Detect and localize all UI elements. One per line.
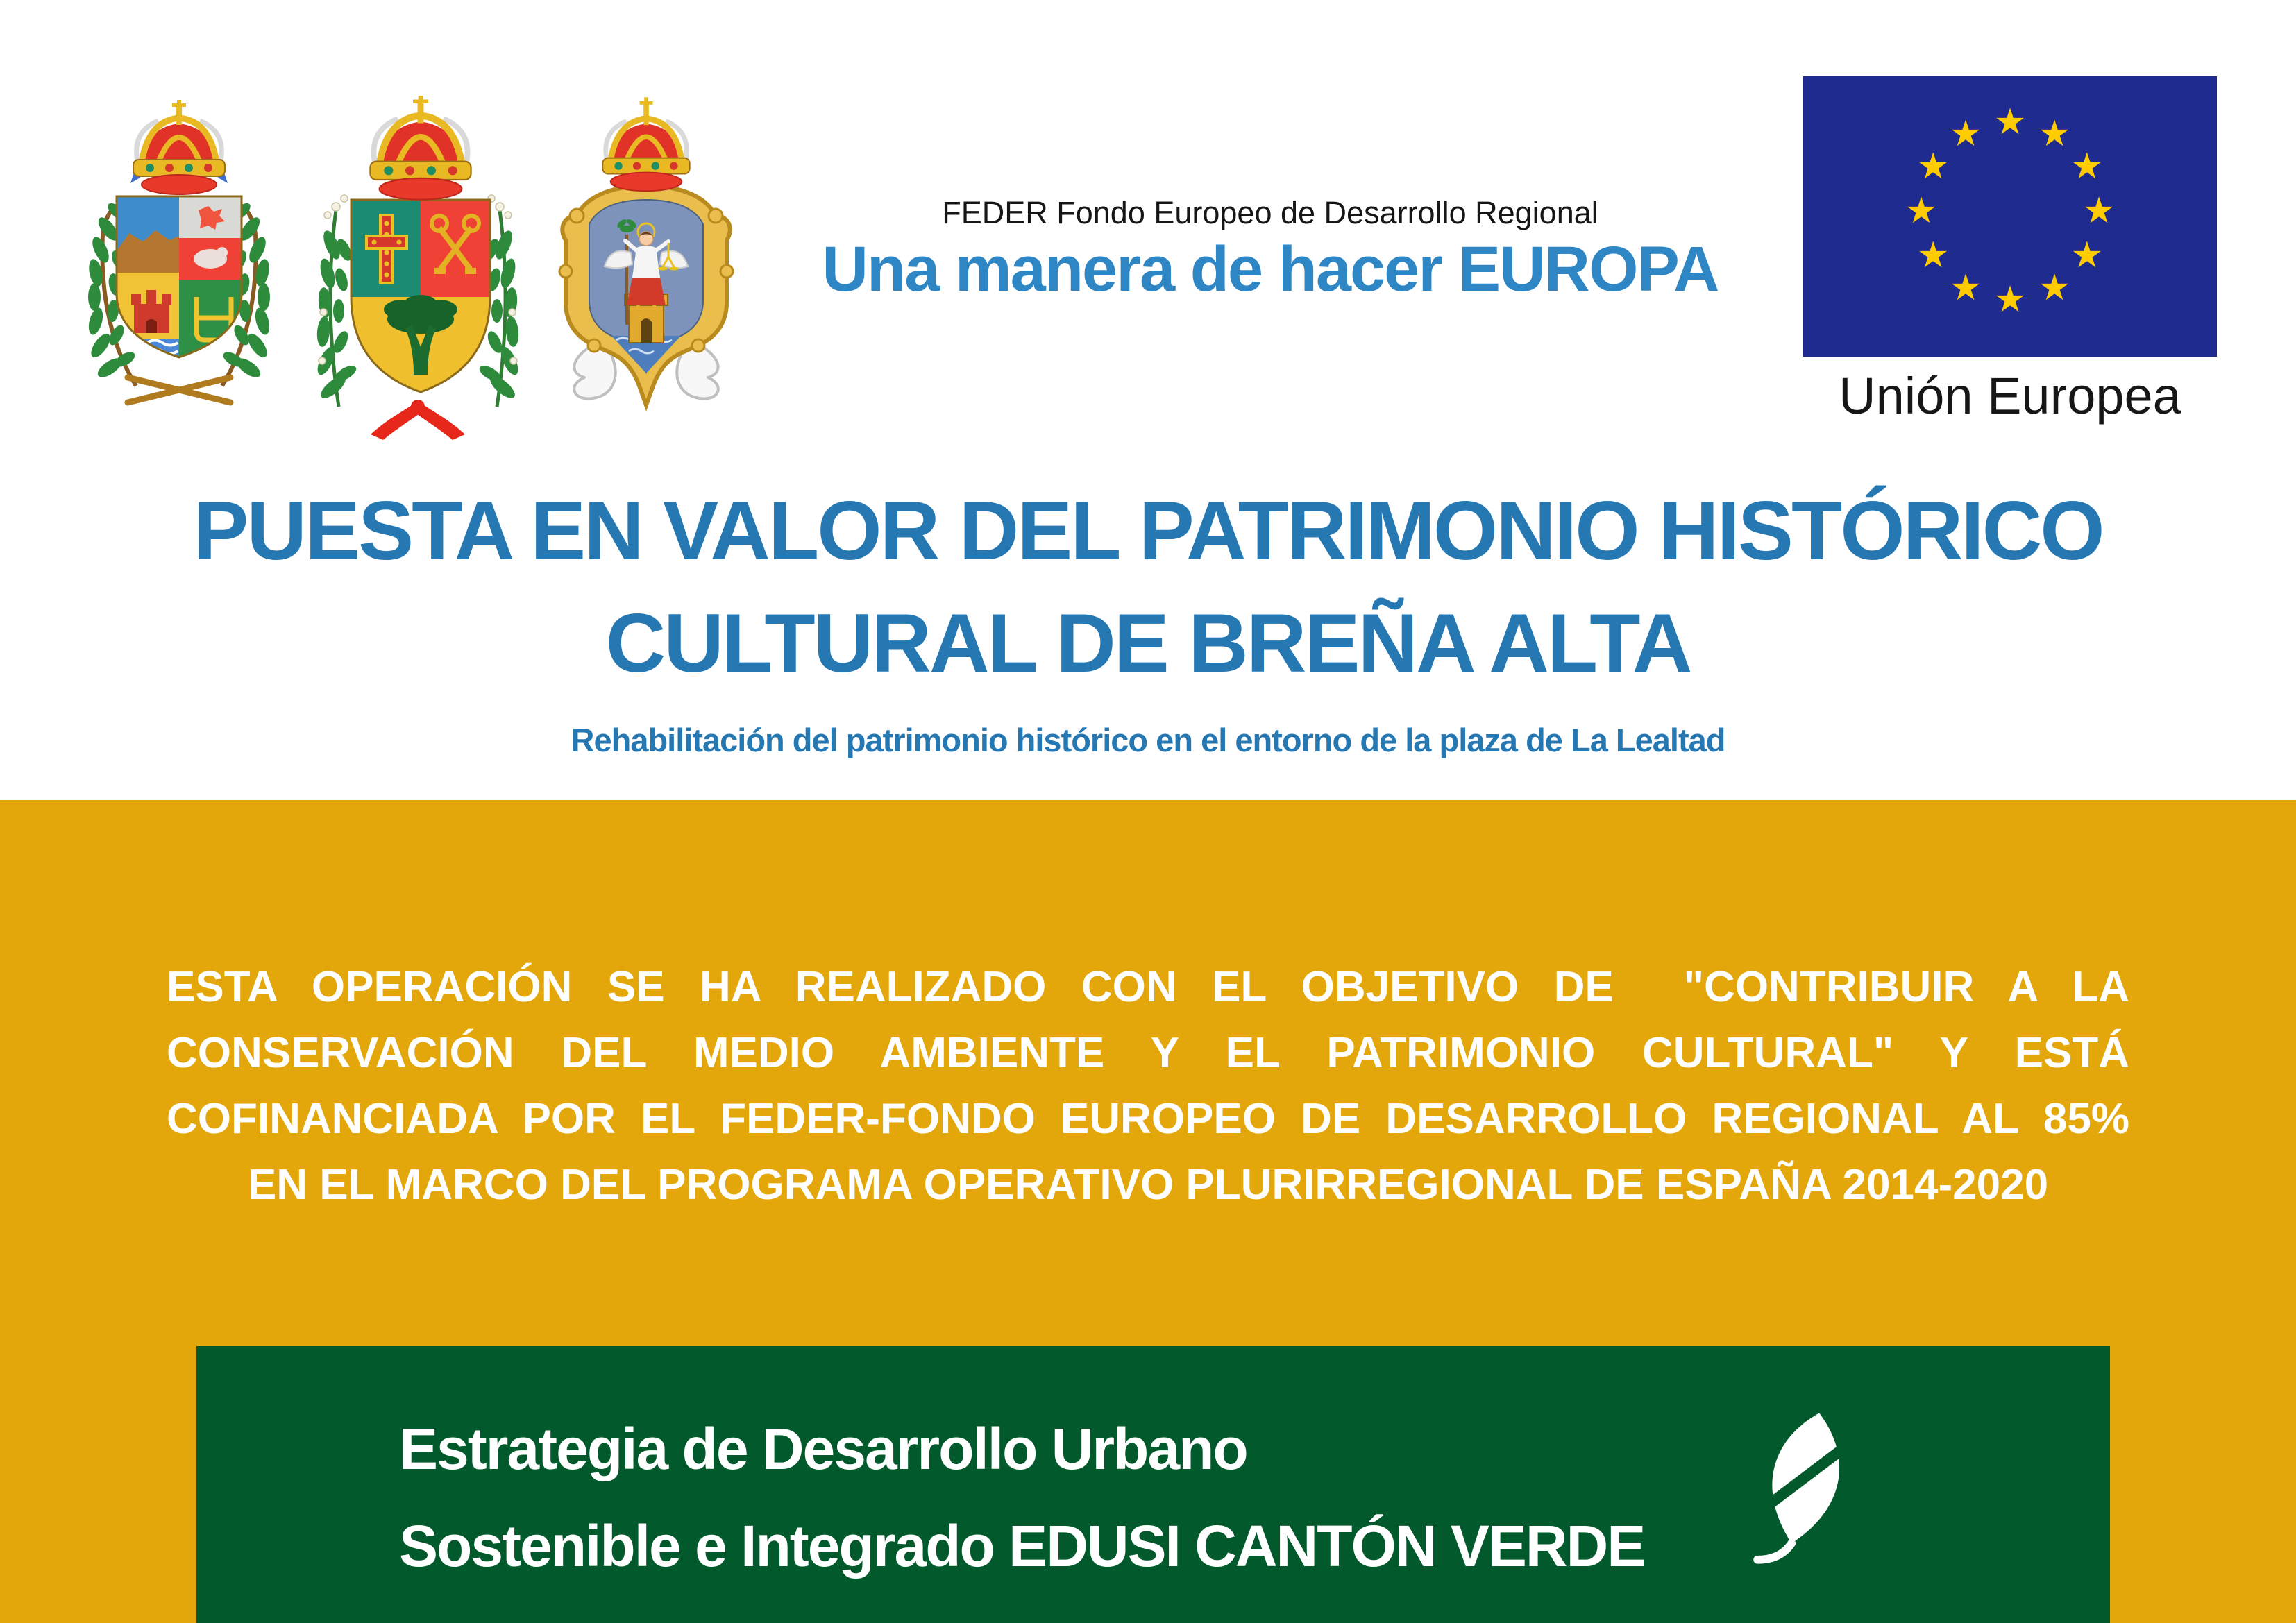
edusi-line1: Estrategia de Desarrollo Urbano	[399, 1416, 1247, 1481]
coat-of-arms-santa-cruz-de-la-palma-icon	[534, 96, 758, 443]
eu-star-icon: ★	[1916, 146, 1950, 187]
page-title-line1: PUESTA EN VALOR DEL PATRIMONIO HISTÓRICO	[193, 484, 2103, 577]
eu-star-icon: ★	[2070, 235, 2104, 275]
funding-statement-line: CONSERVACIÓN DEL MEDIO AMBIENTE Y EL PATRIMONIO CULTURAL" Y ESTÁ	[167, 1029, 2129, 1077]
eu-star-icon: ★	[2038, 267, 2071, 308]
coat-of-arms-brena-alta-icon	[303, 96, 533, 446]
funding-statement-line: ESTA OPERACIÓN SE HA REALIZADO CON EL OBJETIVO DE "CONTRIBUIR A LA	[167, 963, 2129, 1011]
eu-flag-label: Unión Europea	[1839, 367, 2181, 425]
funding-statement-line: COFINANCIADA POR EL FEDER-FONDO EUROPEO DE DESARROLLO REGIONAL AL 85%	[167, 1095, 2129, 1143]
eu-star-icon: ★	[1949, 267, 1982, 308]
eu-flag	[1803, 76, 2217, 357]
eu-star-icon: ★	[1905, 191, 1938, 231]
edusi-text	[399, 1400, 1644, 1595]
eu-star-icon: ★	[1949, 114, 1982, 155]
eu-star-icon: ★	[1993, 280, 2027, 320]
funding-statement-line: EN EL MARCO DEL PROGRAMA OPERATIVO PLURIRREGIONAL DE ESPAÑA 2014-2020	[247, 1161, 2049, 1209]
feder-slogan: Una manera de hacer EUROPA	[822, 234, 1719, 305]
feder-block	[798, 193, 1742, 304]
eu-star-icon: ★	[2082, 191, 2116, 231]
eu-star-icon: ★	[1916, 235, 1950, 275]
eu-star-icon: ★	[1993, 102, 2027, 142]
edusi-line2: Sostenible e Integrado EDUSI CANTÓN VERDE	[399, 1513, 1645, 1579]
page-title-line2: CULTURAL DE BREÑA ALTA	[605, 597, 1691, 690]
edusi-box	[196, 1346, 2110, 1623]
feder-line: FEDER Fondo Europeo de Desarrollo Regional	[942, 195, 1598, 230]
leaf-icon	[1713, 1395, 1893, 1586]
eu-star-icon: ★	[2070, 146, 2104, 187]
eu-star-icon: ★	[2038, 114, 2071, 155]
coat-of-arms-cabildo-la-palma-icon	[82, 96, 290, 418]
funding-statement-text	[167, 954, 2129, 1218]
coats-of-arms-group	[82, 96, 762, 446]
page-subtitle: Rehabilitación del patrimonio histórico en el entorno de la plaza de La Lealtad	[571, 722, 1725, 758]
